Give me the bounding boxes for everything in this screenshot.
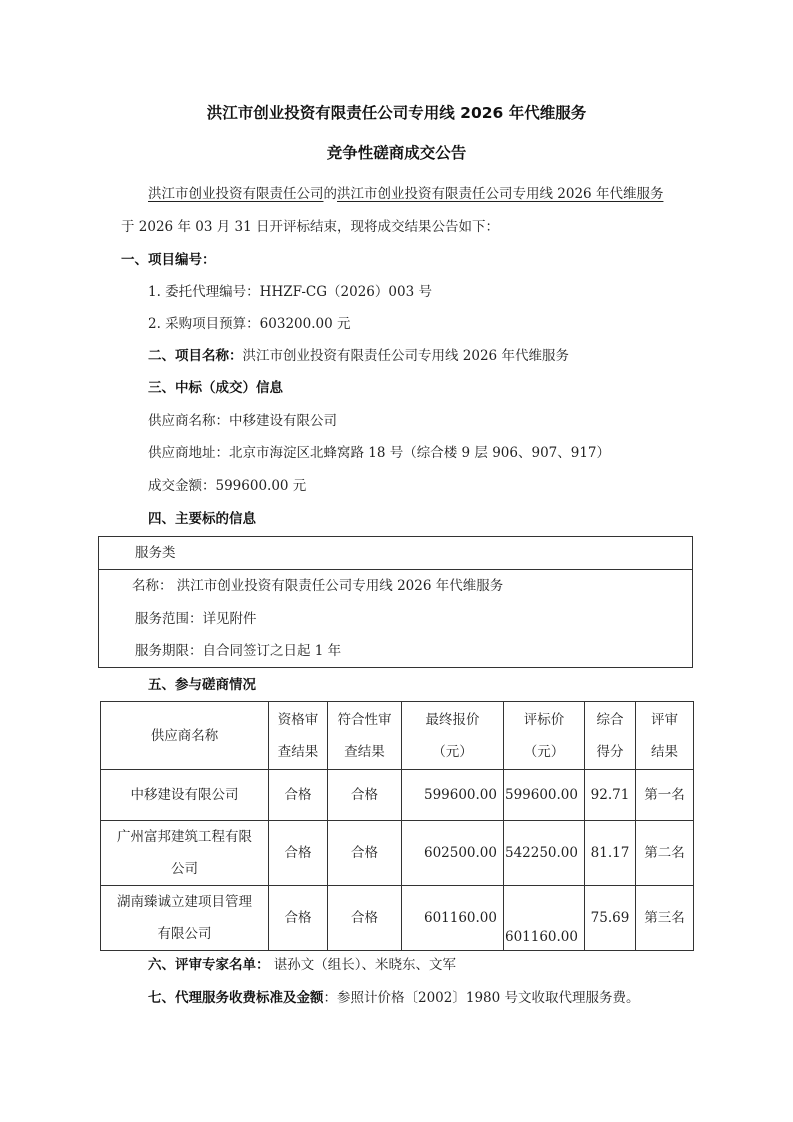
conformity-cell: 合格 — [328, 821, 402, 886]
eval-price-cell: 599600.00 — [504, 770, 585, 821]
document-subtitle: 竞争性磋商成交公告 — [326, 144, 467, 162]
subject-info-box — [98, 536, 693, 668]
column-header: 符合性审 查结果 — [328, 702, 402, 770]
bidders-table — [100, 701, 694, 951]
table-row — [101, 770, 694, 821]
table-header-row — [101, 702, 694, 770]
column-header: 供应商名称 — [101, 702, 269, 770]
section3-heading: 三、中标（成交）信息 — [148, 380, 283, 396]
section4-heading: 四、主要标的信息 — [148, 511, 256, 527]
expert-list: 谌孙文（组长）、米晓东、文军 — [269, 957, 457, 973]
final-price-cell: 601160.00 — [402, 886, 504, 951]
document-title: 洪江市创业投资有限责任公司专用线 2026 年代维服务 — [206, 104, 587, 122]
column-header: 综合 得分 — [585, 702, 636, 770]
project-name: 洪江市创业投资有限责任公司专用线 2026 年代维服务 — [242, 348, 569, 364]
score-cell: 81.17 — [585, 821, 636, 886]
score-cell: 92.71 — [585, 770, 636, 821]
table-row — [101, 821, 694, 886]
section7-heading: 七、代理服务收费标准及金额 — [148, 990, 324, 1006]
final-price-cell: 599600.00 — [402, 770, 504, 821]
conformity-cell: 合格 — [328, 770, 402, 821]
section6-heading: 六、评审专家名单： — [148, 957, 270, 973]
service-scope: 服务范围：详见附件 — [135, 611, 257, 627]
section7 — [148, 989, 640, 1007]
purchaser-name: 洪江市创业投资有限责任公司 — [148, 186, 324, 202]
eval-price-cell: 542250.00 — [504, 821, 585, 886]
section2-heading: 二、项目名称： — [148, 348, 243, 364]
supplier-cell: 中移建设有限公司 — [101, 770, 269, 821]
section2 — [148, 347, 569, 365]
supplier-address: 供应商地址：北京市海淀区北蜂窝路 18 号（综合楼 9 层 906、907、917） — [148, 445, 611, 461]
subject-name: 名称： 洪江市创业投资有限责任公司专用线 2026 年代维服务 — [132, 578, 504, 594]
supplier-cell: 广州富邦建筑工程有限 公司 — [101, 821, 269, 886]
eval-price-cell: 601160.00 — [504, 886, 585, 951]
agency-number: 1. 委托代理编号：HHZF-CG（2026）003 号 — [148, 284, 432, 300]
column-header: 评审 结果 — [636, 702, 694, 770]
column-header: 评标价 （元） — [504, 702, 585, 770]
subject-divider — [99, 569, 692, 570]
deal-amount: 成交金额：599600.00 元 — [148, 478, 307, 494]
intro-paragraph — [148, 185, 663, 203]
final-price-cell: 602500.00 — [402, 821, 504, 886]
agency-fee: ：参照计价格〔2002〕1980 号文收取代理服务费。 — [323, 990, 640, 1006]
supplier-cell: 湖南臻诚立建项目管理 有限公司 — [101, 886, 269, 951]
section1-heading: 一、项目编号： — [121, 252, 216, 268]
intro-connector: 的 — [323, 186, 337, 202]
column-header: 最终报价 （元） — [402, 702, 504, 770]
qualification-cell: 合格 — [269, 821, 328, 886]
result-cell: 第三名 — [636, 886, 694, 951]
column-header: 资格审 查结果 — [269, 702, 328, 770]
supplier-name: 供应商名称：中移建设有限公司 — [148, 413, 337, 429]
subject-category: 服务类 — [135, 545, 176, 561]
qualification-cell: 合格 — [269, 886, 328, 951]
result-cell: 第二名 — [636, 821, 694, 886]
table-row — [101, 886, 694, 951]
section5-heading: 五、参与磋商情况 — [148, 677, 256, 693]
qualification-cell: 合格 — [269, 770, 328, 821]
section6 — [148, 956, 456, 974]
result-cell: 第一名 — [636, 770, 694, 821]
intro-project-name: 洪江市创业投资有限责任公司专用线 2026 年代维服务 — [337, 186, 664, 202]
score-cell: 75.69 — [585, 886, 636, 951]
budget: 2. 采购项目预算：603200.00 元 — [148, 316, 351, 332]
service-period: 服务期限：自合同签订之日起 1 年 — [135, 643, 342, 659]
conformity-cell: 合格 — [328, 886, 402, 951]
intro-date-line: 于 2026 年 03 月 31 日开评标结束，现将成交结果公告如下： — [121, 219, 499, 235]
